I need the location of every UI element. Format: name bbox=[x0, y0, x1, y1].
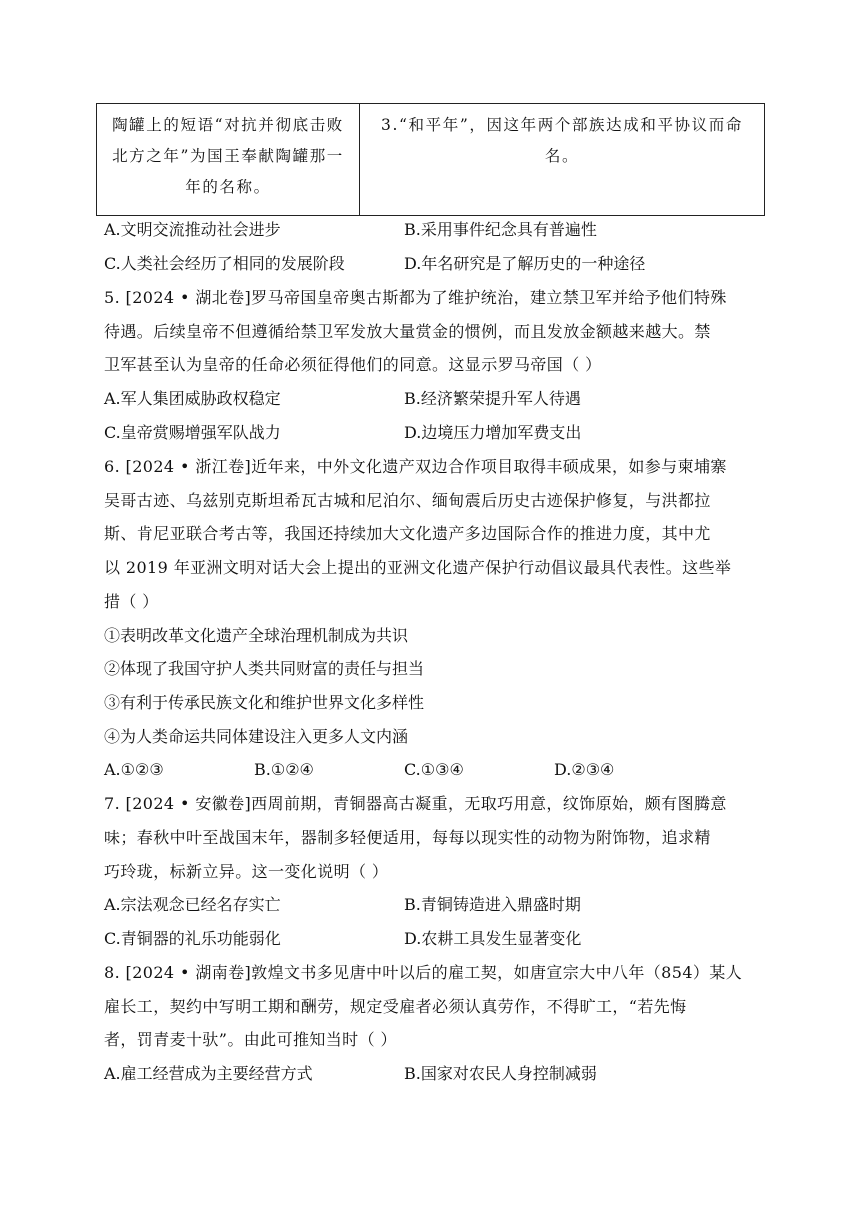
q8-stem-line: 雇长工，契约中写明工期和酬劳，规定受雇者必须认真劳作，不得旷工，“若先悔 bbox=[104, 997, 687, 1016]
q5-stem-line: 5. [2024 • 湖北卷]罗马帝国皇帝奥古斯都为了维护统治，建立禁卫军并给予他们特殊 bbox=[104, 288, 727, 307]
q5-option-d: D.边境压力增加军费支出 bbox=[404, 423, 582, 442]
q6-stem-line: 措（ ） bbox=[104, 592, 159, 611]
q5-option-b: B.经济繁荣提升军人待遇 bbox=[404, 389, 581, 408]
q6-option-a: A.①②③ bbox=[104, 760, 164, 779]
q4-option-b: B.采用事件纪念具有普遍性 bbox=[404, 220, 597, 239]
q6-option-d: D.②③④ bbox=[554, 760, 615, 779]
q8-stem-line: 者，罚青麦十驮”。由此可推知当时（ ） bbox=[104, 1030, 397, 1049]
q6-stem-line: 以 2019 年亚洲文明对话大会上提出的亚洲文化遗产保护行动倡议最具代表性。这些举 bbox=[104, 558, 732, 577]
q7-option-c: C.青铜器的礼乐功能弱化 bbox=[104, 929, 281, 948]
table-cell-line: 北方之年”为国王奉献陶罐那一 bbox=[112, 147, 344, 165]
q4-option-a: A.文明交流推动社会进步 bbox=[104, 220, 281, 239]
q6-statement-3: ③有利于传承民族文化和维护世界文化多样性 bbox=[104, 693, 425, 712]
q7-option-b: B.青铜铸造进入鼎盛时期 bbox=[404, 895, 581, 914]
q6-statement-1: ①表明改革文化遗产全球治理机制成为共识 bbox=[104, 626, 409, 645]
q7-option-d: D.农耕工具发生显著变化 bbox=[404, 929, 582, 948]
table-cell-line: 名。 bbox=[544, 147, 580, 165]
table-cell-right bbox=[360, 104, 765, 216]
year-name-table bbox=[96, 103, 765, 216]
q5-stem-line: 卫军甚至认为皇帝的任命必须征得他们的同意。这显示罗马帝国（ ） bbox=[104, 355, 602, 374]
q8-option-b: B.国家对农民人身控制减弱 bbox=[404, 1064, 597, 1083]
q6-stem-line: 吴哥古迹、乌兹别克斯坦希瓦古城和尼泊尔、缅甸震后历史古迹保护修复，与洪都拉 bbox=[104, 491, 711, 510]
q4-option-d: D.年名研究是了解历史的一种途径 bbox=[404, 254, 646, 273]
q5-option-c: C.皇帝赏赐增强军队战力 bbox=[104, 423, 281, 442]
q6-option-c: C.①③④ bbox=[404, 760, 464, 779]
table-cell-line: 年的名称。 bbox=[185, 178, 271, 196]
table-cell-line: 3.“和平年”，因这年两个部族达成和平协议而命 bbox=[381, 116, 743, 134]
q7-stem-line: 巧玲珑，标新立异。这一变化说明（ ） bbox=[104, 862, 389, 881]
q5-stem-line: 待遇。后续皇帝不但遵循给禁卫军发放大量赏金的惯例，而且发放金额越来越大。禁 bbox=[104, 322, 711, 341]
q6-stem-line: 斯、肯尼亚联合考古等，我国还持续加大文化遗产多边国际合作的推进力度，其中尤 bbox=[104, 524, 711, 543]
q8-option-a: A.雇工经营成为主要经营方式 bbox=[104, 1064, 313, 1083]
q8-stem-line: 8. [2024 • 湖南卷]敦煌文书多见唐中叶以后的雇工契，如唐宣宗大中八年（854）某人 bbox=[104, 963, 743, 982]
q7-option-a: A.宗法观念已经名存实亡 bbox=[104, 895, 281, 914]
q4-option-c: C.人类社会经历了相同的发展阶段 bbox=[104, 254, 345, 273]
table-cell-left bbox=[97, 104, 360, 216]
q6-stem-line: 6. [2024 • 浙江卷]近年来，中外文化遗产双边合作项目取得丰硕成果，如参与柬埔寨 bbox=[104, 457, 727, 476]
q6-option-b: B.①②④ bbox=[254, 760, 314, 779]
q7-stem-line: 味；春秋中叶至战国末年，器制多轻便适用，每每以现实性的动物为附饰物，追求精 bbox=[104, 828, 711, 847]
q6-statement-2: ②体现了我国守护人类共同财富的责任与担当 bbox=[104, 659, 425, 678]
table-cell-line: 陶罐上的短语“对抗并彻底击败 bbox=[112, 116, 344, 134]
q7-stem-line: 7. [2024 • 安徽卷]西周前期，青铜器高古凝重，无取巧用意，纹饰原始，颇有图腾意 bbox=[104, 794, 727, 813]
q5-option-a: A.军人集团威胁政权稳定 bbox=[104, 389, 281, 408]
q6-statement-4: ④为人类命运共同体建设注入更多人文内涵 bbox=[104, 727, 409, 746]
